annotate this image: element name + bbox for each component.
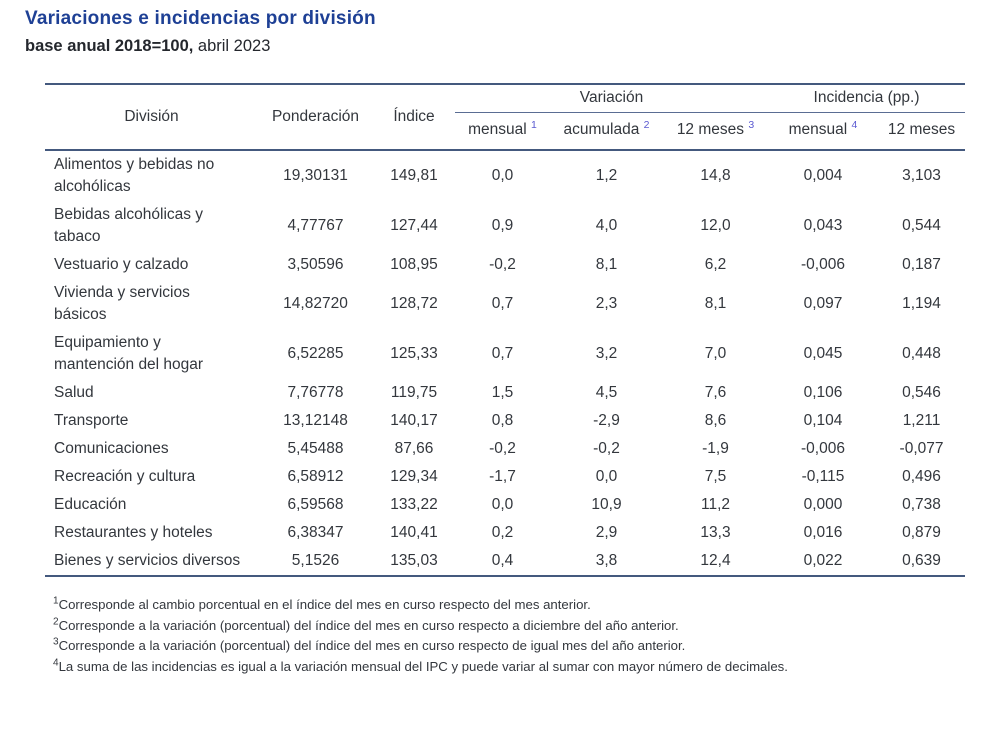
- cell-variacion-12meses: 14,8: [700, 167, 731, 184]
- table-row: [45, 519, 965, 547]
- footnote-ref-4: 4: [851, 118, 858, 131]
- cell-variacion-acumulada: 2,9: [595, 524, 618, 541]
- table-row: [45, 279, 965, 329]
- header-group-variacion: Variación: [455, 84, 768, 113]
- cell-variacion-mensual: 0,0: [491, 167, 514, 184]
- cell-variacion-mensual: 0,7: [491, 345, 514, 362]
- cell-incidencia-mensual: 0,022: [803, 552, 843, 569]
- cell-indice: 140,41: [390, 524, 438, 541]
- footnote-ref-3: 3: [748, 118, 755, 131]
- cell-division: Recreación y cultura: [54, 468, 196, 485]
- cell-division: Equipamiento y mantención del hogar: [54, 334, 204, 373]
- cell-incidencia-mensual: -0,006: [801, 256, 845, 273]
- cell-division: Restaurantes y hoteles: [54, 524, 213, 541]
- footnote-number: 4: [53, 657, 59, 669]
- header-group-incidencia: Incidencia (pp.): [768, 84, 965, 113]
- cell-variacion-mensual: 1,5: [491, 384, 514, 401]
- cell-variacion-acumulada: 4,0: [595, 217, 618, 234]
- footnote: [53, 616, 1000, 637]
- cell-variacion-mensual: 0,0: [491, 496, 514, 513]
- cell-incidencia-12meses: -0,077: [899, 440, 944, 457]
- header-indice: Índice: [373, 84, 455, 150]
- page-title: Variaciones e incidencias por división: [25, 8, 376, 29]
- cell-ponderacion: 19,30131: [283, 167, 348, 184]
- footnote-number: 3: [53, 636, 59, 648]
- cell-variacion-mensual: -0,2: [489, 256, 516, 273]
- cell-incidencia-mensual: 0,104: [803, 412, 843, 429]
- cell-variacion-acumulada: -2,9: [593, 412, 620, 429]
- cell-ponderacion: 14,82720: [283, 295, 348, 312]
- ipc-divisions-table: [45, 83, 965, 577]
- cell-variacion-mensual: 0,2: [491, 524, 514, 541]
- page-subtitle: [25, 37, 1000, 56]
- cell-variacion-acumulada: 10,9: [591, 496, 622, 513]
- table-row: [45, 251, 965, 279]
- cell-indice: 125,33: [390, 345, 438, 362]
- cell-incidencia-12meses: 0,496: [902, 468, 941, 485]
- table-row: [45, 329, 965, 379]
- cell-variacion-mensual: 0,7: [491, 295, 514, 312]
- cell-ponderacion: 6,59568: [287, 496, 344, 513]
- cell-incidencia-12meses: 3,103: [902, 167, 941, 184]
- cell-variacion-12meses: 7,0: [704, 345, 727, 362]
- table-row: [45, 407, 965, 435]
- cell-variacion-mensual: -0,2: [489, 440, 516, 457]
- cell-ponderacion: 7,76778: [287, 384, 344, 401]
- subheader-inc-12meses: 12 meses: [878, 113, 965, 151]
- footnotes: [53, 595, 1000, 677]
- cell-variacion-12meses: 8,1: [704, 295, 727, 312]
- cell-variacion-acumulada: 0,0: [595, 468, 618, 485]
- cell-division: Alimentos y bebidas no alcohólicas: [54, 156, 215, 195]
- subheader-var-acumulada: acumulada $^2$: [550, 113, 663, 151]
- cell-incidencia-12meses: 0,546: [902, 384, 941, 401]
- cell-variacion-12meses: -1,9: [702, 440, 729, 457]
- cell-division: Vivienda y servicios básicos: [54, 284, 190, 323]
- table-row: [45, 201, 965, 251]
- cell-indice: 127,44: [390, 217, 438, 234]
- cell-variacion-12meses: 8,6: [704, 412, 727, 429]
- cell-indice: 128,72: [390, 295, 438, 312]
- cell-variacion-12meses: 13,3: [700, 524, 731, 541]
- cell-incidencia-mensual: 0,045: [803, 345, 843, 362]
- cell-variacion-12meses: 11,2: [700, 496, 731, 513]
- cell-variacion-12meses: 12,0: [700, 217, 731, 234]
- cell-incidencia-mensual: 0,097: [803, 295, 843, 312]
- cell-variacion-acumulada: 3,8: [595, 552, 618, 569]
- subheader-inc-mensual: mensual $^4$: [768, 113, 878, 151]
- table-row: [45, 463, 965, 491]
- cell-incidencia-12meses: 0,544: [902, 217, 941, 234]
- cell-incidencia-mensual: -0,006: [801, 440, 845, 457]
- cell-indice: 149,81: [390, 167, 438, 184]
- footnote-number: 2: [53, 616, 59, 628]
- cell-division: Educación: [54, 496, 127, 513]
- cell-variacion-12meses: 12,4: [700, 552, 731, 569]
- cell-variacion-acumulada: 4,5: [595, 384, 618, 401]
- table-row: [45, 547, 965, 576]
- footnote: [53, 636, 1000, 657]
- footnote-text: Corresponde al cambio porcentual en el índice del mes en curso respecto del mes anterior.: [58, 597, 591, 612]
- footnote-ref-2: 2: [643, 118, 650, 131]
- cell-ponderacion: 6,52285: [287, 345, 344, 362]
- cell-variacion-acumulada: 1,2: [595, 167, 618, 184]
- table-header: [45, 84, 965, 150]
- footnote-number: 1: [53, 595, 59, 607]
- table-row: [45, 491, 965, 519]
- cell-ponderacion: 6,58912: [287, 468, 344, 485]
- cell-indice: 119,75: [390, 384, 438, 401]
- cell-ponderacion: 5,1526: [291, 552, 340, 569]
- cell-variacion-mensual: 0,4: [491, 552, 514, 569]
- cell-indice: 135,03: [390, 552, 438, 569]
- cell-division: Transporte: [54, 412, 129, 429]
- cell-variacion-mensual: 0,8: [491, 412, 514, 429]
- header-group-row: [45, 84, 965, 113]
- cell-incidencia-12meses: 0,738: [902, 496, 941, 513]
- footnote-text: La suma de las incidencias es igual a la variación mensual del IPC y puede variar al sumar con mayor número de decimales.: [58, 658, 788, 674]
- footnote: [53, 595, 1000, 616]
- cell-indice: 140,17: [390, 412, 438, 429]
- table-row: [45, 150, 965, 201]
- cell-incidencia-12meses: 0,448: [902, 345, 941, 362]
- cell-division: Bebidas alcohólicas y tabaco: [54, 206, 204, 245]
- cell-indice: 87,66: [394, 440, 434, 457]
- footnote-ref-1: 1: [531, 118, 537, 131]
- subtitle-base: base anual 2018=100,: [25, 37, 194, 55]
- cell-variacion-acumulada: 3,2: [595, 345, 618, 362]
- cell-incidencia-12meses: 0,187: [902, 256, 941, 273]
- cell-incidencia-mensual: 0,004: [803, 167, 843, 184]
- cell-variacion-12meses: 7,6: [704, 384, 727, 401]
- cell-variacion-acumulada: 8,1: [595, 256, 618, 273]
- header-division: División: [45, 84, 258, 150]
- cell-division: Vestuario y calzado: [54, 256, 189, 273]
- cell-incidencia-mensual: 0,016: [803, 524, 843, 541]
- cell-ponderacion: 13,12148: [283, 412, 348, 429]
- cell-ponderacion: 3,50596: [287, 256, 344, 273]
- subheader-var-mensual: mensual $^1$: [455, 113, 550, 151]
- cell-ponderacion: 6,38347: [287, 524, 344, 541]
- footnote-text: Corresponde a la variación (porcentual) del índice del mes en curso respecto de igual mes del año anterior.: [58, 638, 686, 653]
- cell-division: Comunicaciones: [54, 440, 169, 457]
- cell-incidencia-12meses: 0,639: [902, 552, 941, 569]
- cell-incidencia-mensual: -0,115: [801, 468, 845, 485]
- cell-indice: 133,22: [390, 496, 438, 513]
- cell-incidencia-12meses: 1,211: [902, 412, 941, 429]
- cell-indice: 129,34: [390, 468, 438, 485]
- cell-incidencia-mensual: 0,043: [803, 217, 843, 234]
- cell-variacion-acumulada: 2,3: [595, 295, 618, 312]
- cell-incidencia-mensual: 0,106: [803, 384, 843, 401]
- cell-ponderacion: 5,45488: [287, 440, 344, 457]
- cell-variacion-12meses: 7,5: [704, 468, 727, 485]
- cell-division: Bienes y servicios diversos: [54, 552, 241, 569]
- cell-indice: 108,95: [390, 256, 438, 273]
- cell-variacion-12meses: 6,2: [704, 256, 727, 273]
- header-ponderacion: Ponderación: [258, 84, 373, 150]
- cell-ponderacion: 4,77767: [287, 217, 344, 234]
- footnote: [53, 657, 1000, 678]
- cell-incidencia-mensual: 0,000: [803, 496, 843, 513]
- subtitle-month: abril 2023: [197, 37, 271, 55]
- table-row: [45, 435, 965, 463]
- table-row: [45, 379, 965, 407]
- cell-incidencia-12meses: 0,879: [902, 524, 941, 541]
- cell-variacion-mensual: -1,7: [489, 468, 516, 485]
- subheader-var-12meses: 12 meses $^3$: [663, 113, 768, 151]
- cell-variacion-acumulada: -0,2: [593, 440, 620, 457]
- cell-incidencia-12meses: 1,194: [902, 295, 941, 312]
- footnote-text: Corresponde a la variación (porcentual) del índice del mes en curso respecto a diciembre del año anterior.: [58, 617, 679, 633]
- table-body: [45, 150, 965, 576]
- cell-division: Salud: [54, 384, 94, 401]
- cell-variacion-mensual: 0,9: [491, 217, 514, 234]
